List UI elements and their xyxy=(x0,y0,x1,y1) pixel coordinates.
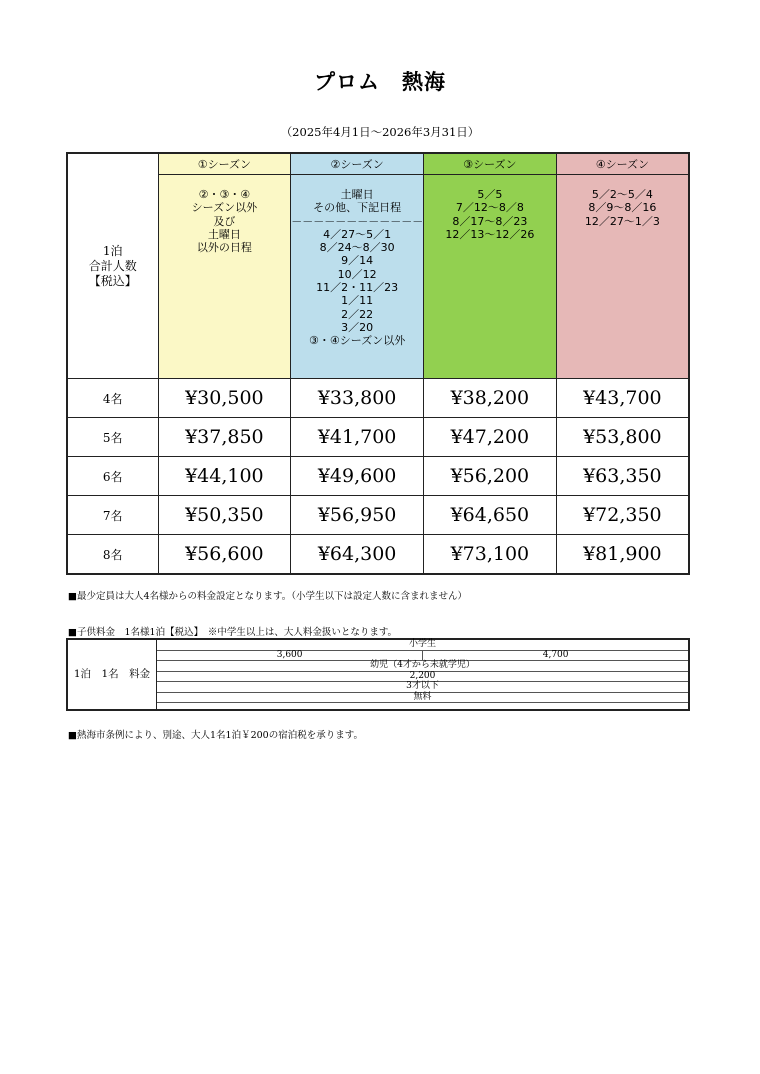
price-cell: ¥56,950 xyxy=(291,496,424,535)
price-cell: ¥38,200 xyxy=(424,379,557,418)
price-cell: ¥72,350 xyxy=(556,496,689,535)
table-row xyxy=(67,457,689,496)
toddler-label: 3才以下 xyxy=(157,682,690,693)
price-cell: ¥53,800 xyxy=(556,418,689,457)
table-row-header: 1泊 合計人数 【税込】 xyxy=(67,153,158,379)
season-1-dates: ②・③・④ シーズン以外 及び 土曜日 以外の日程 xyxy=(158,175,291,379)
person-count: 5名 xyxy=(67,418,158,457)
infant-label: 幼児（4才から未就学児） xyxy=(157,661,690,672)
price-cell: ¥47,200 xyxy=(424,418,557,457)
season-4-header: ④シーズン xyxy=(556,153,689,175)
price-cell: ¥37,850 xyxy=(158,418,291,457)
price-cell: ¥81,900 xyxy=(556,535,689,575)
price-cell: ¥63,350 xyxy=(556,457,689,496)
price-cell: ¥44,100 xyxy=(158,457,291,496)
table-row xyxy=(67,535,689,575)
price-cell: ¥64,650 xyxy=(424,496,557,535)
child-rate-table xyxy=(66,638,690,711)
person-count: 7名 xyxy=(67,496,158,535)
tax-note: ■熱海市条例により、別途、大人1名1泊￥200の宿泊税を承ります。 xyxy=(68,730,363,741)
table-row xyxy=(67,496,689,535)
price-cell: ¥43,700 xyxy=(556,379,689,418)
infant-price: 2,200 xyxy=(157,671,690,682)
page-title: プロム 熱海 xyxy=(314,69,446,94)
toddler-price: 無料 xyxy=(157,692,690,703)
price-cell: ¥56,600 xyxy=(158,535,291,575)
price-cell: ¥41,700 xyxy=(291,418,424,457)
price-cell: ¥30,500 xyxy=(158,379,291,418)
person-count: 6名 xyxy=(67,457,158,496)
price-cell: ¥33,800 xyxy=(291,379,424,418)
person-count: 4名 xyxy=(67,379,158,418)
child-rate-header: ■子供料金 1名様1泊【税込】 ※中学生以上は、大人料金扱いとなります。 xyxy=(68,627,398,638)
price-table xyxy=(66,152,690,575)
season-4-dates: 5／2～5／4 8／9～8／16 12／27～1／3 xyxy=(556,175,689,379)
season-2-dates: 土曜日 その他、下記日程 －－－－－－－－－－－－ 4／27～5／1 8／24～8／30 9／14 10／12 11／2・11／23 1／11 2／22 3／20 ③・④シーズン以外 xyxy=(291,175,424,379)
elementary-price-a: 3,600 xyxy=(157,650,423,661)
season-3-dates: 5／5 7／12～8／8 8／17～8／23 12／13～12／26 xyxy=(424,175,557,379)
season-3-header: ③シーズン xyxy=(424,153,557,175)
table-row xyxy=(67,418,689,457)
validity-period: （2025年4月1日～2026年3月31日） xyxy=(280,125,480,139)
table-row xyxy=(67,379,689,418)
price-cell: ¥49,600 xyxy=(291,457,424,496)
child-rate-label: 1泊 1名 料金 xyxy=(67,639,157,710)
elementary-label: 小学生 xyxy=(157,639,690,650)
price-cell: ¥73,100 xyxy=(424,535,557,575)
season-1-header: ①シーズン xyxy=(158,153,291,175)
price-cell: ¥56,200 xyxy=(424,457,557,496)
price-cell: ¥64,300 xyxy=(291,535,424,575)
min-people-note: ■最少定員は大人4名様からの料金設定となります。（小学生以下は設定人数に含まれません） xyxy=(68,591,468,602)
price-cell: ¥50,350 xyxy=(158,496,291,535)
elementary-price-b: 4,700 xyxy=(423,650,689,661)
season-2-header: ②シーズン xyxy=(291,153,424,175)
person-count: 8名 xyxy=(67,535,158,575)
spacer-row xyxy=(157,703,690,711)
